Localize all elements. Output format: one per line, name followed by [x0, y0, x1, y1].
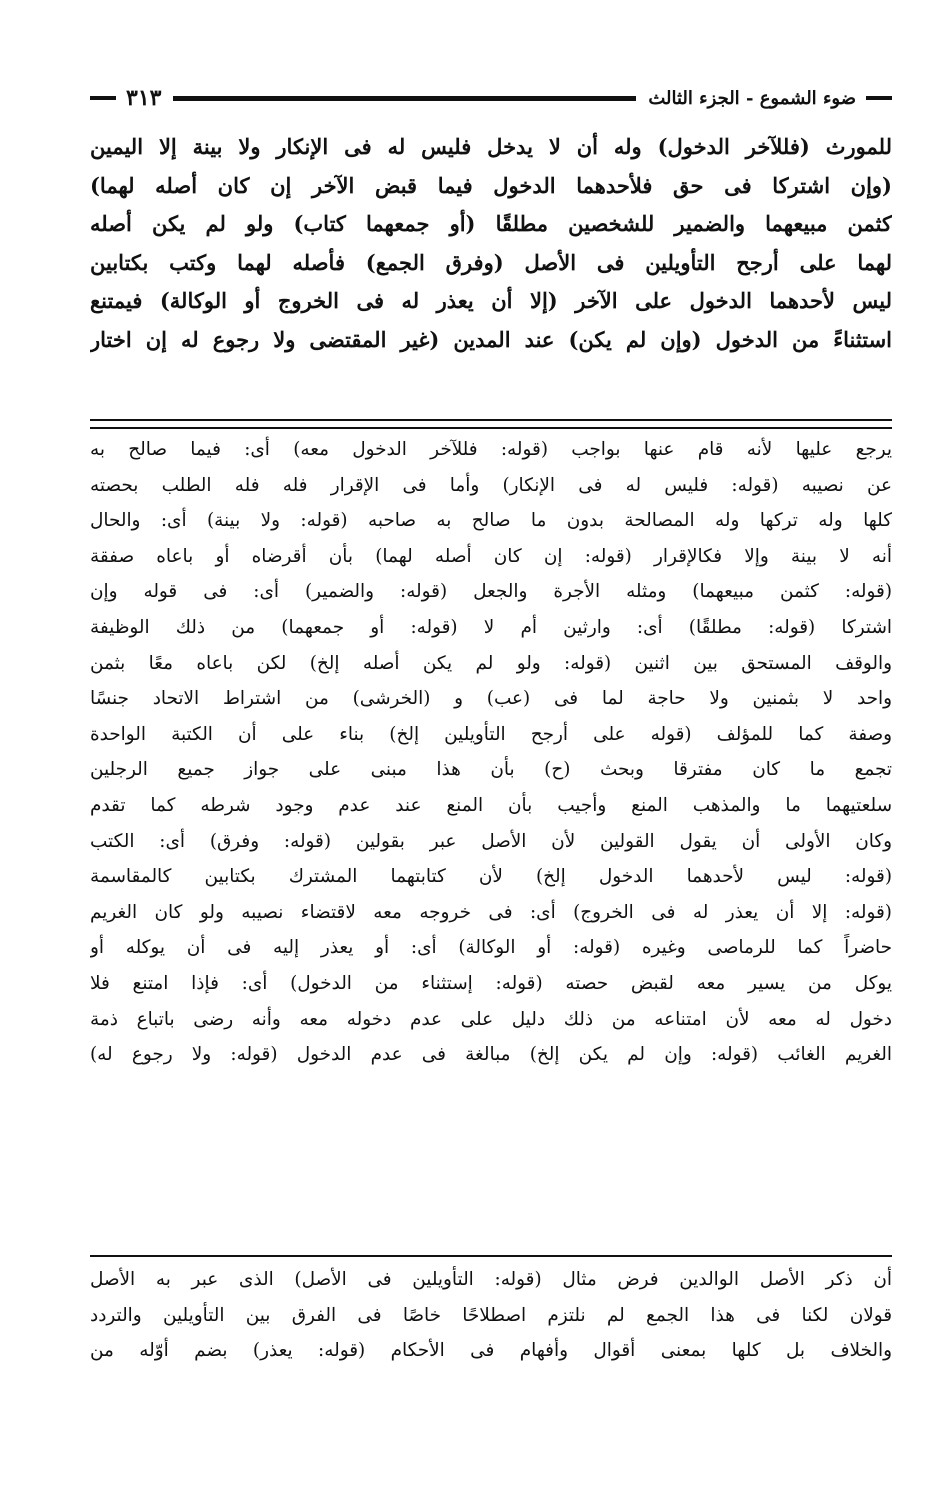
page-number: ٣١٣: [126, 85, 162, 111]
footnote-line: والخلاف بل كلها بمعنى أقوال وأفهام فى الأحكام (قوله: يعذر) بضم أوّله من: [90, 1340, 892, 1362]
commentary-line: عن نصيبه (قوله: فليس له فى الإنكار) وأما فى الإقرار فله فله الطلب بحصته: [90, 474, 892, 496]
commentary-line: دخول له معه لأن امتناعه من ذلك دليل على عدم دخوله معه وأنه رضى باتباع ذمة: [90, 1008, 892, 1030]
commentary-line: سلعتيهما ما والمذهب المنع وأجيب بأن المنع عند عدم وجود شرطه كما تقدم: [90, 794, 892, 816]
main-line: للمورث (فللآخر الدخول) وله أن لا يدخل فليس له فى الإنكار ولا بينة إلا اليمين: [90, 134, 892, 159]
commentary-line: (قوله: ليس لأحدهما الدخول إلخ) لأن كتابتهما المشترك بكتابين كالمقاسمة: [90, 866, 892, 888]
commentary-line: حاضراً كما للرماصى وغيره (قوله: أو الوكالة) أى: أو يعذر إليه فى أن يوكله أو: [90, 937, 892, 959]
commentary-line: اشتركا (قوله: مطلقًا) أى: وارثين أم لا (قوله: أو جمعهما) من ذلك الوظيفة: [90, 616, 892, 638]
footnote-text: [90, 1262, 892, 1369]
commentary-line: تجمع ما كان مفترقا وبحث (ح) بأن هذا مبنى على جواز جميع الرجلين: [90, 759, 892, 781]
commentary-line: الغريم الغائب (قوله: وإن لم يكن إلخ) مبالغة فى عدم الدخول (قوله: ولا رجوع له): [90, 1044, 892, 1066]
main-line: استثناءً من الدخول (وإن لم يكن) عند المدين (غير المقتضى ولا رجوع له إن اختار: [90, 326, 892, 352]
commentary-line: يرجع عليها لأنه قام عنها بواجب (قوله: فللآخر الدخول معه) أى: فيما صالح به: [90, 439, 892, 460]
main-text: [90, 128, 892, 359]
main-line: ليس لأحدهما الدخول على الآخر (إلا أن يعذر له فى الخروج أو الوكالة) فيمتنع: [90, 288, 892, 313]
commentary-text: [90, 432, 892, 1073]
commentary-line: كلها وله تركها وله المصالحة بدون ما صالح به صاحبه (قوله: ولا بينة) أى: والحال: [90, 510, 892, 532]
page-header: [90, 80, 892, 116]
footnote-line: أن ذكر الأصل الوالدين فرض مثال (قوله: التأويلين فى الأصل) الذى عبر به الأصل: [90, 1269, 892, 1290]
footnote-line: قولان لكنا فى هذا الجمع لم نلتزم اصطلاحًا خاصًا فى الفرق بين التأويلين والتردد: [90, 1304, 892, 1326]
commentary-line: يوكل من يسير معه لقبض حصته (قوله: إستثناء من الدخول) أى: فإذا امتنع فلا: [90, 972, 892, 994]
footnote-separator-rule: [90, 1255, 892, 1257]
main-line: كثمن مبيعهما والضمير للشخصين مطلقًا (أو جمعهما كتاب) ولو لم يكن أصله: [90, 211, 892, 236]
header-dash-left: [90, 96, 116, 100]
commentary-line: (قوله: إلا أن يعذر له فى الخروج) أى: فى خروجه معه لاقتضاء نصيبه ولو كان الغريم: [90, 901, 892, 923]
main-separator-rule: [90, 419, 892, 429]
book-title: ضوء الشموع - الجزء الثالث: [648, 87, 856, 109]
main-line: (وإن اشتركا فى حق فلأحدهما الدخول فيما قبض الآخر إن كان أصله لهما): [90, 172, 892, 198]
main-line: لهما على أرجح التأويلين فى الأصل (وفرق الجمع) فأصله لهما وكتب بكتابين: [90, 249, 892, 275]
header-dash-right: [866, 96, 892, 100]
commentary-line: (قوله: كثمن مبيعهما) ومثله الأجرة والجعل (قوله: والضمير) أى: فى قوله وإن: [90, 581, 892, 603]
commentary-line: واحد لا بثمنين ولا حاجة لما فى (عب) و (الخرشى) من اشتراط الاتحاد جنسًا: [90, 688, 892, 710]
commentary-line: والوقف المستحق بين اثنين (قوله: ولو لم يكن أصله إلخ) لكن باعاه معًا بثمن: [90, 652, 892, 674]
commentary-line: وصفة كما للمؤلف (قوله على أرجح التأويلين إلخ) بناء على أن الكتبة الواحدة: [90, 723, 892, 745]
header-rule: [173, 96, 636, 101]
commentary-line: أنه لا بينة وإلا فكالإقرار (قوله: إن كان أصله لهما) بأن أقرضاه أو باعاه صفقة: [90, 545, 892, 567]
commentary-line: وكان الأولى أن يقول القولين لأن الأصل عبر بقولين (قوله: وفرق) أى: الكتب: [90, 830, 892, 852]
